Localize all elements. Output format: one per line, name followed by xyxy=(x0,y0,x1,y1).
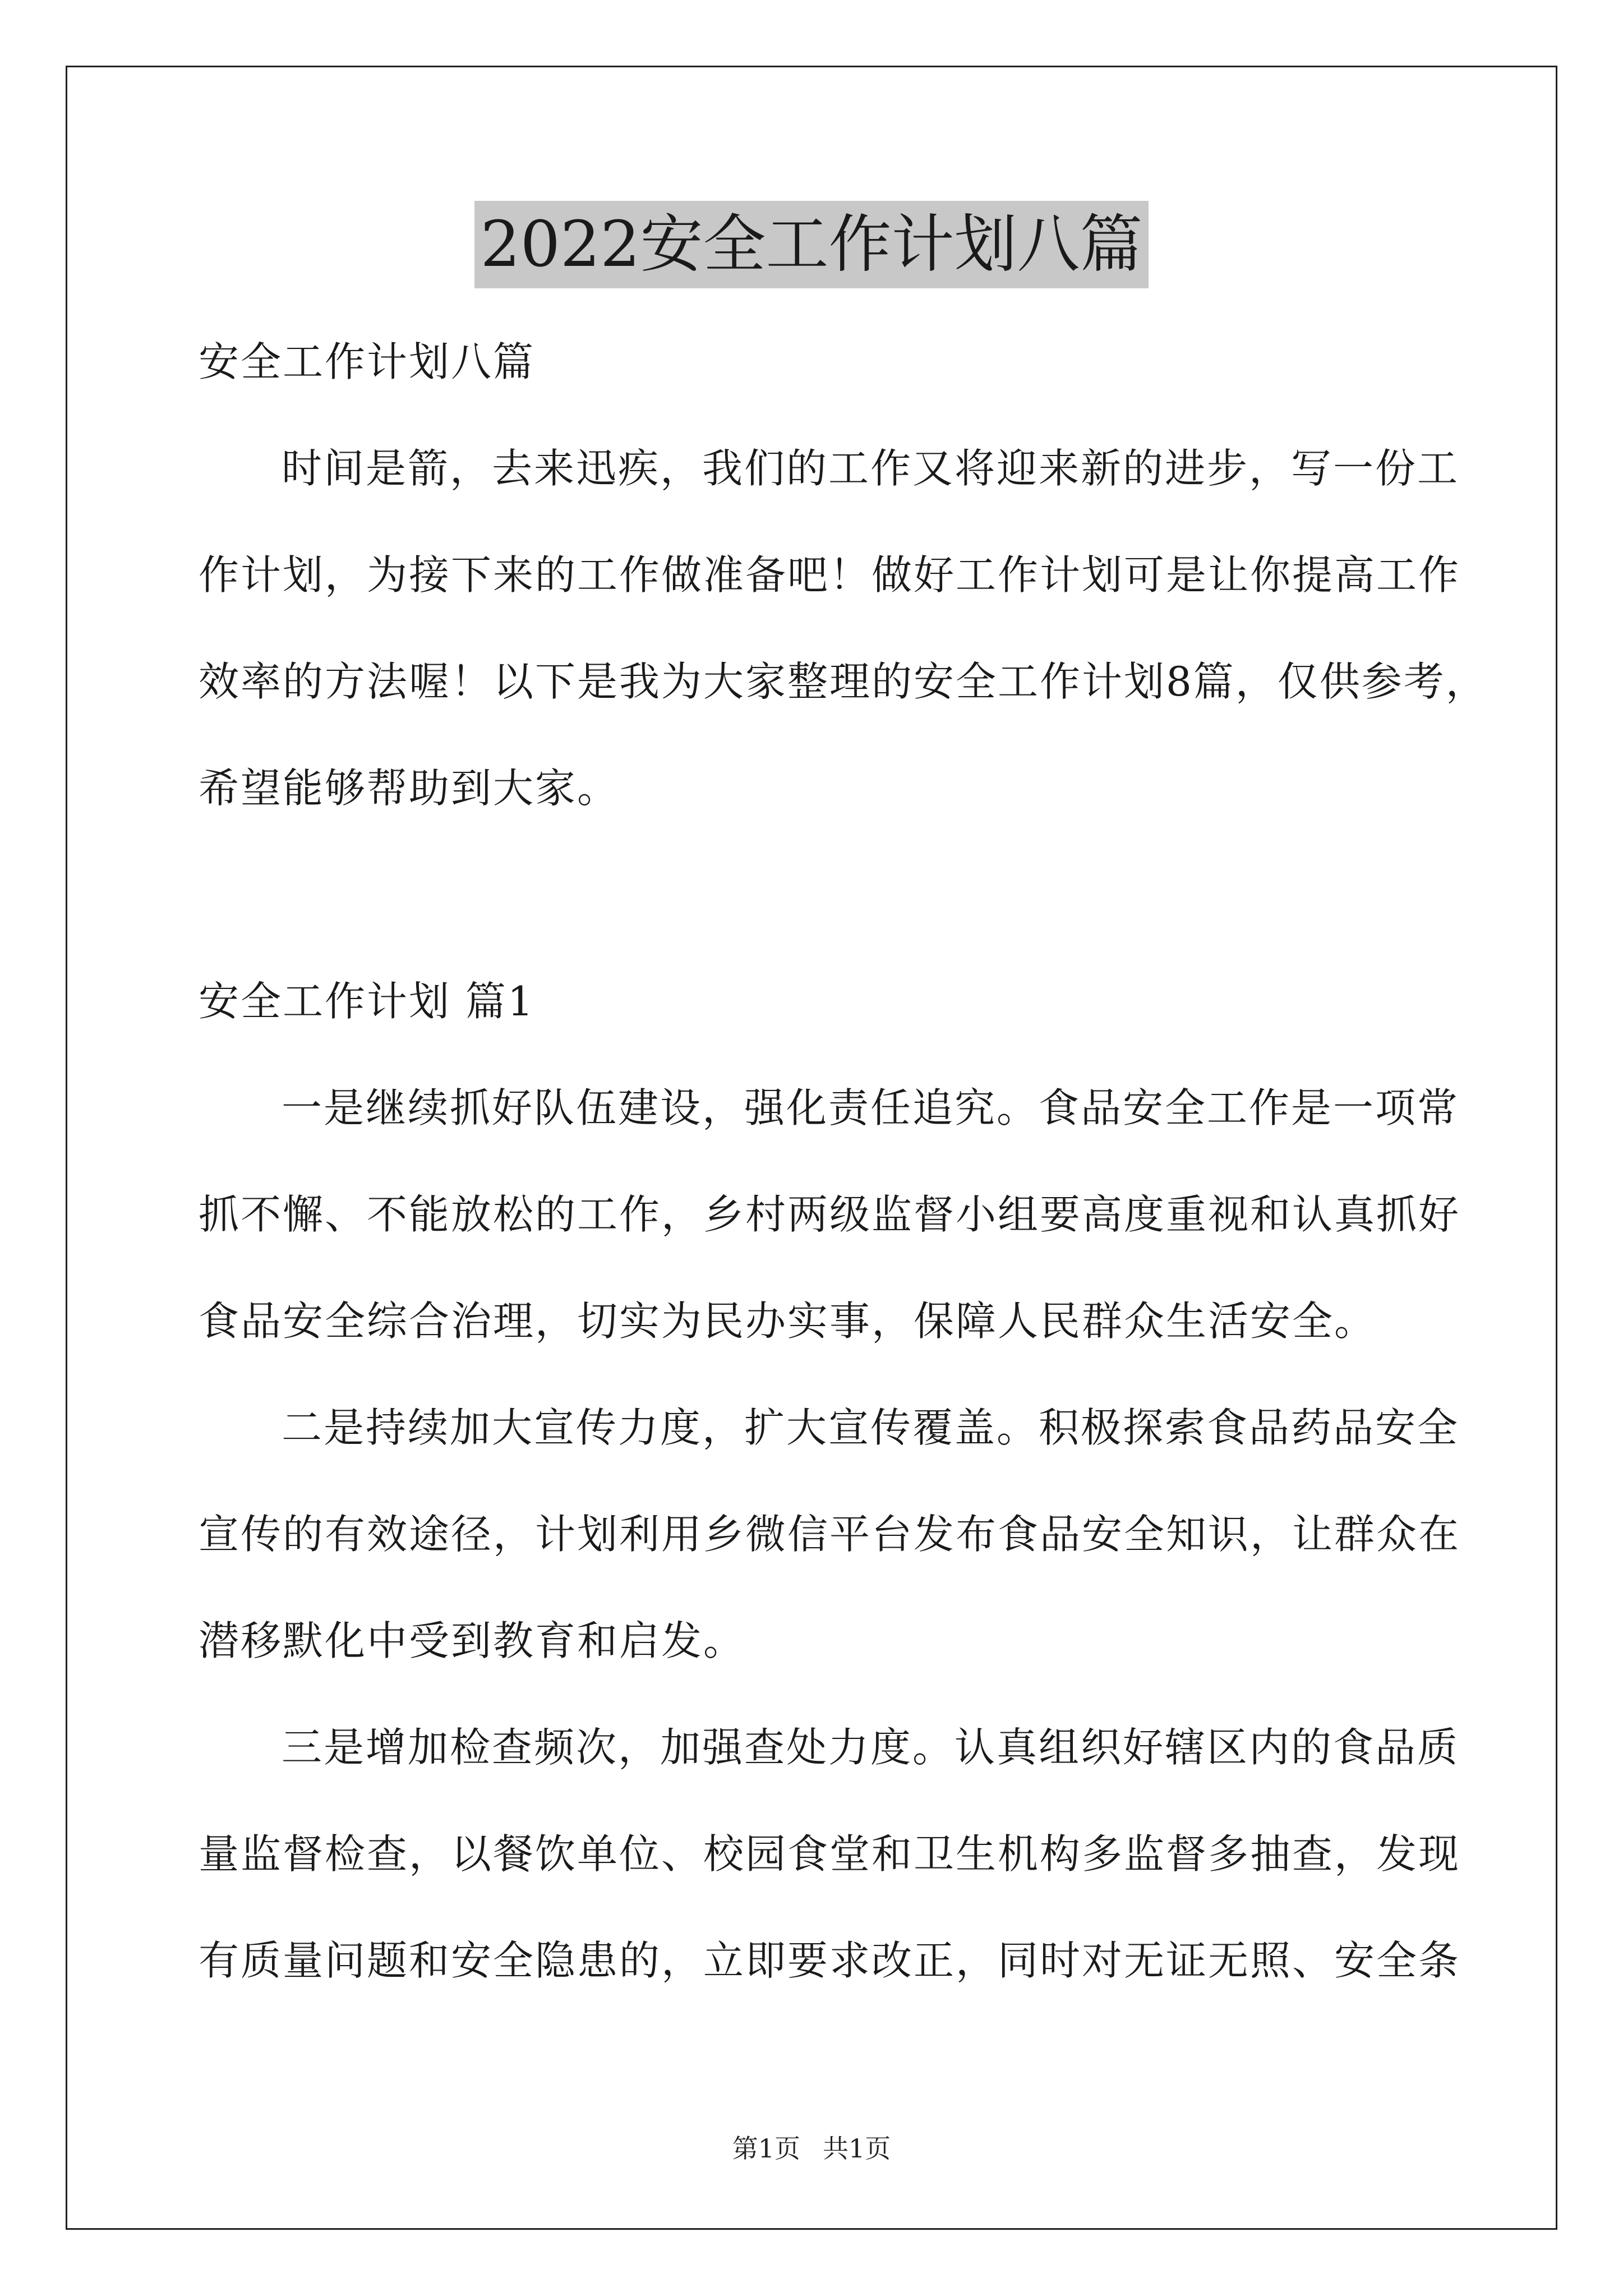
body-line: 安全工作计划八篇 xyxy=(199,338,536,385)
body-line: 二是持续加大宣传力度，扩大宣传覆盖。积极探索食品药品安全 xyxy=(282,1404,1460,1451)
page-total: 共1页 xyxy=(823,2133,891,2164)
body-line: 宣传的有效途径，计划利用乡微信平台发布食品安全知识，让群众在 xyxy=(199,1511,1461,1558)
document-body xyxy=(199,309,1488,2014)
body-line: 潜移默化中受到教育和启发。 xyxy=(199,1617,746,1664)
body-line: 三是增加检查频次，加强查处力度。认真组织好辖区内的食品质 xyxy=(282,1724,1460,1771)
section-heading: 安全工作计划 篇1 xyxy=(199,978,535,1025)
body-line: 时间是箭，去来迅疾，我们的工作又将迎来新的进步，写一份工 xyxy=(282,445,1460,492)
blank-line xyxy=(199,841,1455,948)
document-title: 2022安全工作计划八篇 xyxy=(474,201,1148,288)
page-footer xyxy=(0,2132,1623,2165)
body-line: 一是继续抓好队伍建设，强化责任追究。食品安全工作是一项常 xyxy=(282,1084,1460,1131)
body-line: 食品安全综合治理，切实为民办实事，保障人民群众生活安全。 xyxy=(199,1297,1377,1345)
body-line: 作计划，为接下来的工作做准备吧！做好工作计划可是让你提高工作 xyxy=(199,551,1461,599)
body-line: 有质量问题和安全隐患的，立即要求改正，同时对无证无照、安全条 xyxy=(199,1937,1461,1984)
page-number: 第1页 xyxy=(732,2133,800,2164)
title-container xyxy=(0,201,1623,288)
body-line: 希望能够帮助到大家。 xyxy=(199,765,620,812)
body-line: 抓不懈、不能放松的工作，乡村两级监督小组要高度重视和认真抓好 xyxy=(199,1191,1461,1238)
body-line: 效率的方法喔！以下是我为大家整理的安全工作计划8篇，仅供参考， xyxy=(199,658,1488,705)
body-line: 量监督检查，以餐饮单位、校园食堂和卫生机构多监督多抽查，发现 xyxy=(199,1830,1461,1878)
